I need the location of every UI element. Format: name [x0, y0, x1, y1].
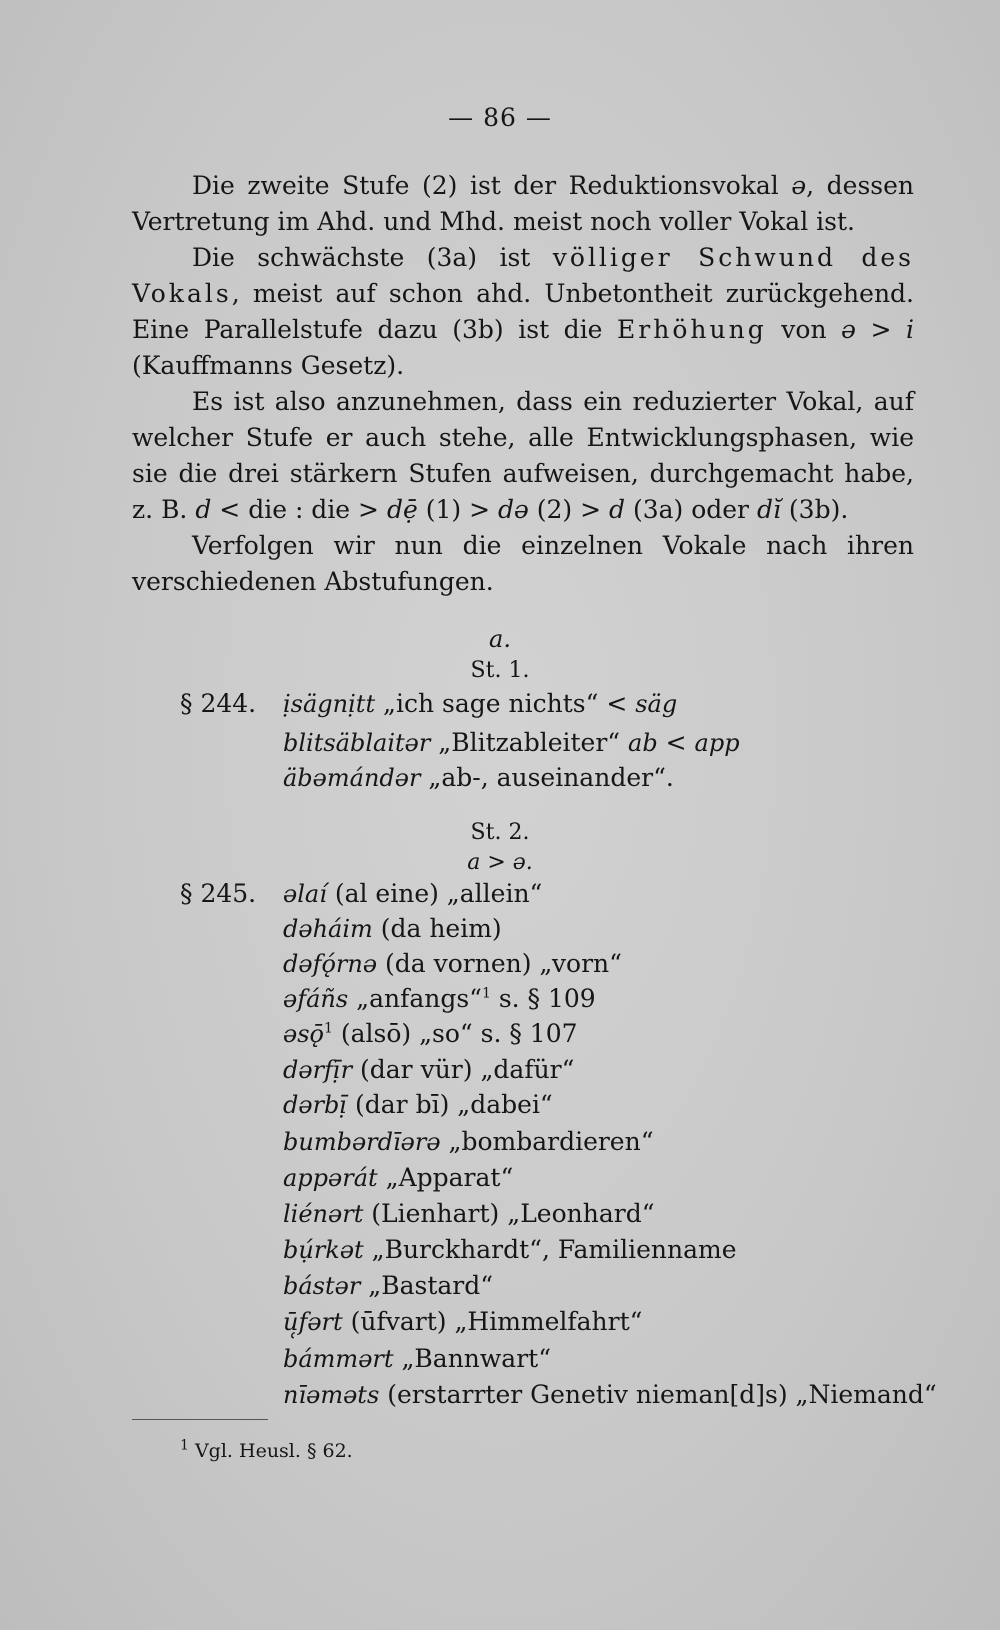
- main-text: [132, 168, 914, 600]
- paragraph-reduced-vowel: Es ist also anzunehmen, dass ein reduzierter Vokal, auf welcher Stufe er auch stehe, alle Entwicklungsphasen, wie sie die drei stärkern Stufen aufweisen, durchgemacht habe, z. B. d < die : die > dẹ̄ (1) > də (2) > d (3a) oder dĭ (3b).: [132, 387, 914, 524]
- entry: äbəmándər „ab-, auseinander“.: [283, 763, 674, 792]
- paragraph-vowels: Verfolgen wir nun die einzelnen Vokale nach ihren verschiedenen Abstufungen.: [132, 531, 914, 596]
- entry: dərbị̄ (dar bī) „dabei“: [283, 1090, 553, 1119]
- vowel-heading: a.: [489, 625, 511, 653]
- footnote-rule: [132, 1419, 268, 1420]
- entry: blitsäblaitər „Blitzableiter“ ab < app: [283, 728, 740, 757]
- entry: ịsägnịtt „ich sage nichts“ < säg: [283, 689, 678, 718]
- entry: liénərt (Lienhart) „Leonhard“: [283, 1199, 655, 1228]
- entry: dəfǫ́rnə (da vornen) „vorn“: [283, 949, 622, 978]
- section-244-number: § 244.: [180, 689, 257, 718]
- entry: dəháim (da heim): [283, 914, 502, 943]
- footnote: [180, 1437, 353, 1462]
- entry: bumbərdīərə „bombardieren“: [283, 1127, 654, 1156]
- entry: nīəməts (erstarrter Genetiv nieman[d]s) „Niemand“: [283, 1380, 937, 1409]
- section-245-row: [180, 876, 280, 912]
- entry: bástər „Bastard“: [283, 1271, 494, 1300]
- entry: bụ́rkət „Burckhardt“, Familienname: [283, 1235, 737, 1264]
- page-number: — 86 —: [448, 103, 552, 132]
- entry: ū̜fərt (ūfvart) „Himmelfahrt“: [283, 1307, 643, 1336]
- entry: əlaí (al eine) „allein“: [283, 879, 543, 908]
- entry: appərát „Apparat“: [283, 1163, 514, 1192]
- entry: dərfị̄r (dar vür) „dafür“: [283, 1055, 575, 1084]
- stage-2-label: St. 2.: [470, 820, 530, 845]
- entry: əsǭ$^1$ (alsō) „so“ s. § 107: [283, 1019, 578, 1048]
- stage-2-rule: a > ə.: [467, 850, 533, 875]
- entry: əfáñs „anfangs“$^1$ s. § 109: [283, 984, 596, 1013]
- entry: bámmərt „Bannwart“: [283, 1344, 551, 1373]
- footnote-text: Vgl. Heusl. § 62.: [188, 1440, 353, 1462]
- paragraph-stages-2: Die zweite Stufe (2) ist der Reduktionsvokal ə, dessen Vertretung im Ahd. und Mhd. meist noch voller Vokal ist.: [132, 171, 915, 236]
- paragraph-stages-3: Die schwächste (3a) ist völliger Schwund des Vokals, meist auf schon ahd. Unbetontheit zurückgehend. Eine Parallelstufe dazu (3b) ist die Erhöhung von ə > i (Kauffmanns Gesetz).: [132, 243, 914, 380]
- section-244-row: [180, 686, 280, 722]
- footnote-marker: 1: [180, 1437, 189, 1454]
- stage-1-label: St. 1.: [470, 658, 530, 683]
- section-245-number: § 245.: [180, 879, 257, 908]
